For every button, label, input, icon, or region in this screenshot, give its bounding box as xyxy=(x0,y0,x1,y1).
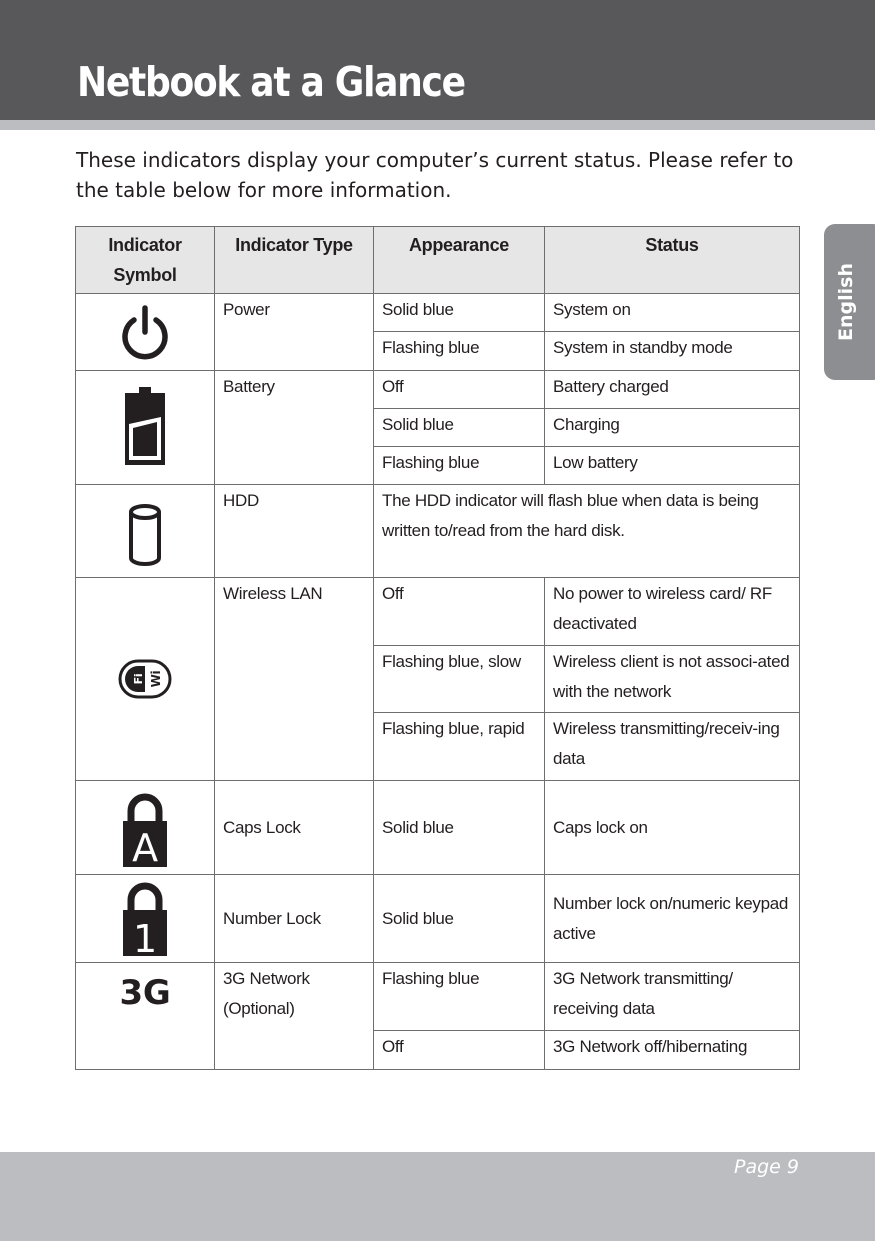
status-cell: 3G Network transmitting/ receiving data xyxy=(545,963,800,1031)
caps-lock-symbol-cell xyxy=(76,781,215,875)
appearance-cell: Solid blue xyxy=(374,781,545,875)
wifi-label-fi: Fi xyxy=(132,673,145,685)
indicator-type: HDD xyxy=(215,485,374,578)
power-icon xyxy=(115,294,175,364)
appearance-cell: Flashing blue, slow xyxy=(374,646,545,713)
table-row xyxy=(76,485,800,578)
status-cell: Wireless transmitting/receiv-ing data xyxy=(545,713,800,781)
status-cell: Charging xyxy=(545,409,800,447)
header-status: Status xyxy=(545,227,800,294)
indicator-type: Power xyxy=(215,294,374,371)
number-lock-icon xyxy=(115,876,175,962)
wifi-symbol-cell xyxy=(76,578,215,781)
appearance-cell: Flashing blue xyxy=(374,447,545,485)
status-cell: 3G Network off/hibernating xyxy=(545,1031,800,1070)
battery-icon xyxy=(115,371,175,483)
status-cell: System in standby mode xyxy=(545,332,800,371)
indicator-type: Caps Lock xyxy=(215,781,374,875)
status-cell: Caps lock on xyxy=(545,781,800,875)
power-symbol-cell xyxy=(76,294,215,371)
number-lock-digit: 1 xyxy=(133,916,157,961)
table-row xyxy=(76,371,800,409)
appearance-cell: Flashing blue xyxy=(374,963,545,1031)
header-divider xyxy=(0,120,875,130)
status-cell: Low battery xyxy=(545,447,800,485)
appearance-cell: Flashing blue, rapid xyxy=(374,713,545,781)
appearance-cell: Flashing blue xyxy=(374,332,545,371)
appearance-cell: Solid blue xyxy=(374,875,545,963)
table-row xyxy=(76,875,800,963)
appearance-cell: Solid blue xyxy=(374,409,545,447)
number-lock-symbol-cell xyxy=(76,875,215,963)
status-cell: Battery charged xyxy=(545,371,800,409)
header-indicator-type: Indicator Type xyxy=(215,227,374,294)
status-cell: Wireless client is not associ-ated with the network xyxy=(545,646,800,713)
appearance-cell: Off xyxy=(374,1031,545,1070)
page-title: Netbook at a Glance xyxy=(77,58,465,106)
table-row xyxy=(76,294,800,332)
table-row xyxy=(76,578,800,646)
3g-label: 3G xyxy=(119,973,171,1013)
indicator-type: Wireless LAN xyxy=(215,578,374,781)
wifi-icon xyxy=(110,639,180,719)
table-row xyxy=(76,781,800,875)
table-header-row xyxy=(76,227,800,294)
caps-lock-icon xyxy=(115,783,175,873)
appearance-cell: Solid blue xyxy=(374,294,545,332)
status-cell: No power to wireless card/ RF deactivated xyxy=(545,578,800,646)
battery-symbol-cell xyxy=(76,371,215,485)
indicator-type: Number Lock xyxy=(215,875,374,963)
hdd-icon xyxy=(115,485,175,575)
3g-symbol-cell xyxy=(76,963,215,1070)
indicator-type: 3G Network (Optional) xyxy=(215,963,374,1070)
3g-icon xyxy=(105,963,185,1013)
indicator-type: Battery xyxy=(215,371,374,485)
wifi-label-wi: Wi xyxy=(149,670,163,688)
appearance-cell: Off xyxy=(374,371,545,409)
page-number: Page 9 xyxy=(734,1156,799,1178)
language-tab-label: English xyxy=(835,263,857,341)
status-cell: System on xyxy=(545,294,800,332)
header-appearance: Appearance xyxy=(374,227,545,294)
header-indicator-symbol: Indicator Symbol xyxy=(76,227,215,294)
caps-lock-letter: A xyxy=(132,825,158,870)
intro-paragraph: These indicators display your computer’s current status. Please refer to the table below for more information. xyxy=(76,148,794,202)
indicator-table xyxy=(75,226,800,1070)
hdd-note: The HDD indicator will flash blue when data is being written to/read from the hard disk. xyxy=(374,485,800,578)
hdd-symbol-cell xyxy=(76,485,215,578)
appearance-cell: Off xyxy=(374,578,545,646)
table-row xyxy=(76,963,800,1031)
status-cell: Number lock on/numeric keypad active xyxy=(545,875,800,963)
